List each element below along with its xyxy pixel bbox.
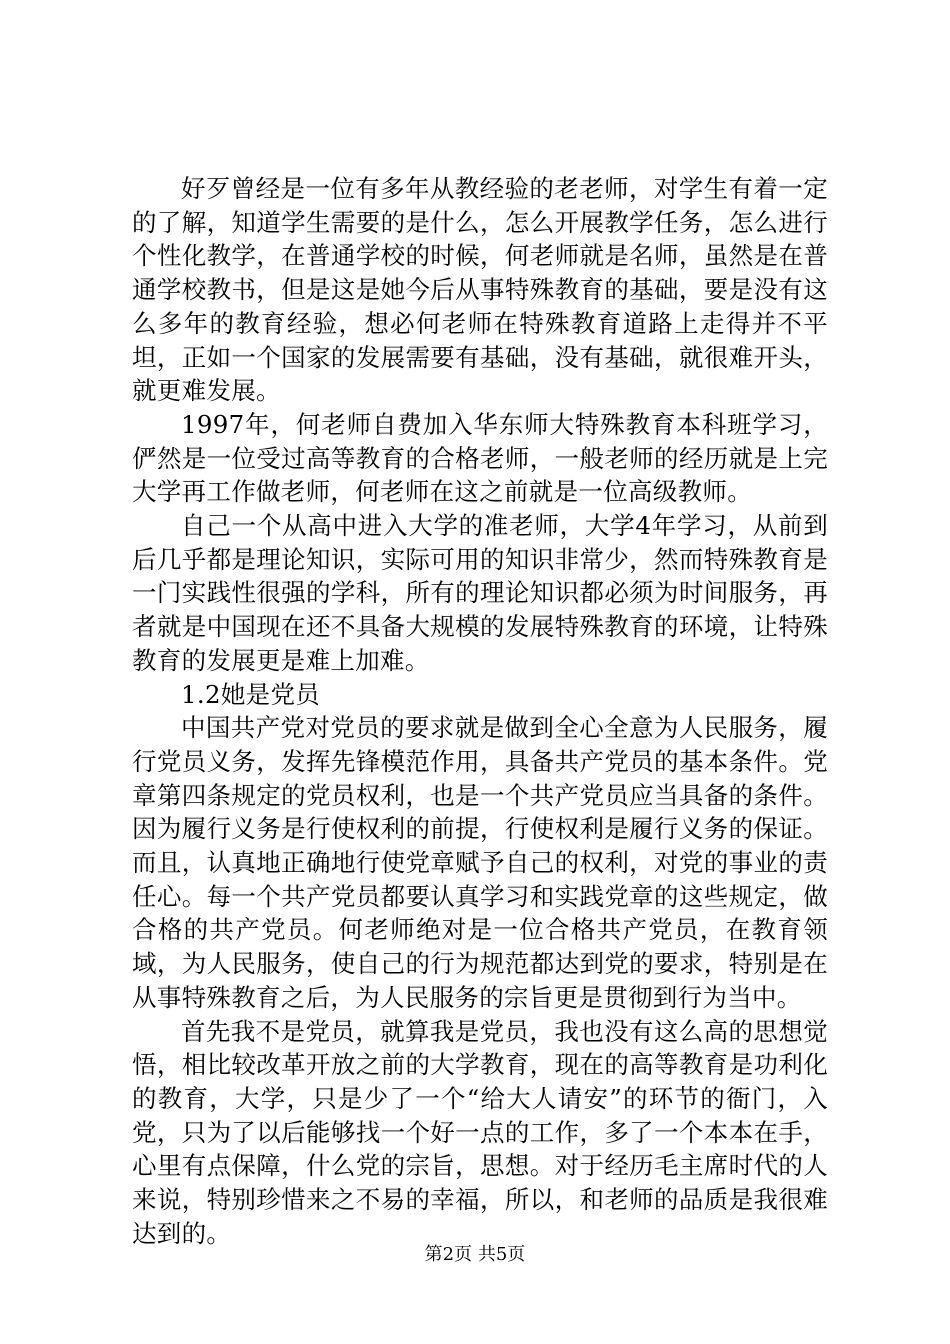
body-paragraph-3: 自己一个从高中进入大学的准老师，大学4年学习，从前到后几乎都是理论知识，实际可用的知识非常少，然而特殊教育是一门实践性很强的学科，所有的理论知识都必须为时间服务，再者就是中国现在还不具备大规模的发展特殊教育的环境，让特殊教育的发展更是难上加难。 — [132, 511, 828, 675]
page-number-footer: 第2页 共5页 — [424, 1244, 526, 1265]
page-body — [132, 172, 828, 1251]
body-paragraph-2: 1997年，何老师自费加入华东师大特殊教育本科班学习，俨然是一位受过高等教育的合格老师，一般老师的经历就是上完大学再工作做老师，何老师在这之前就是一位高级教师。 — [132, 409, 828, 507]
body-paragraph-1: 好歹曾经是一位有多年从教经验的老老师，对学生有着一定的了解，知道学生需要的是什么，怎么开展教学任务，怎么进行个性化教学，在普通学校的时候，何老师就是名师，虽然是在普通学校教书，但是这是她今后从事特殊教育的基础，要是没有这么多年的教育经验，想必何老师在特殊教育道路上走得并不平坦，正如一个国家的发展需要有基础，没有基础，就很难开头，就更难发展。 — [132, 174, 828, 406]
section-paragraph-1: 中国共产党对党员的要求就是做到全心全意为人民服务，履行党员义务，发挥先锋模范作用，具备共产党员的基本条件。党章第四条规定的党员权利，也是一个共产党员应当具备的条件。因为履行义务是行使权利的前提，行使权利是履行义务的保证。而且，认真地正确地行使党章赋予自己的权利，对党的事业的责任心。每一个共产党员都要认真学习和实践党章的这些规定，做合格的共产党员。何老师绝对是一位合格共产党员，在教育领域，为人民服务，使自己的行为规范都达到党的要求，特别是在从事特殊教育之后，为人民服务的宗旨更是贯彻到行为当中。 — [132, 713, 828, 1012]
section-heading: 1.2她是党员 — [181, 679, 321, 709]
section-paragraph-2: 首先我不是党员，就算我是党员，我也没有这么高的思想觉悟，相比较改革开放之前的大学教育，现在的高等教育是功利化的教育，大学，只是少了一个“给大人请安”的环节的衙门，入党，只为了以后能够找一个好一点的工作，多了一个本本在手，心里有点保障，什么党的宗旨，思想。对于经历毛主席时代的人来说，特别珍惜来之不易的幸福，所以，和老师的品质是我很难达到的。 — [132, 1016, 828, 1248]
